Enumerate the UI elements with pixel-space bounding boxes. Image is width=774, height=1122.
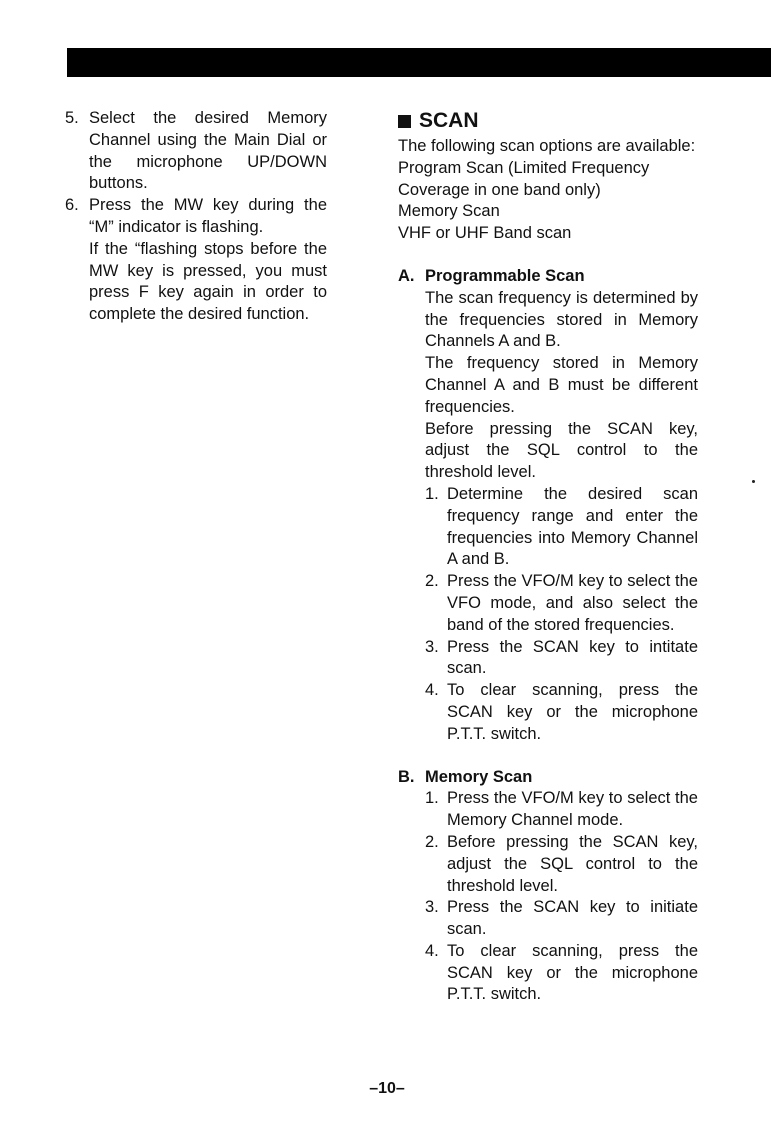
- step-text: Press the VFO/M key to select the Memory Channel mode.: [447, 789, 698, 830]
- step-number: 3.: [425, 637, 439, 656]
- step-text: Press the SCAN key to initiate scan.: [447, 898, 698, 939]
- scan-intro: The following scan options are available:: [398, 137, 696, 155]
- step-text: Select the desired Memory Channel using the Main Dial or the microphone UP/DOWN buttons.: [89, 109, 327, 193]
- scan-heading: [398, 108, 698, 134]
- step-text: Determine the desired scan frequency range and enter the frequencies into Memory Channel A and B.: [447, 484, 698, 569]
- section-letter: B.: [398, 767, 415, 786]
- scan-option: VHF or UHF Band scan: [398, 224, 572, 243]
- step-number: 4.: [425, 941, 439, 960]
- right-column: [398, 108, 698, 1006]
- scan-option: Program Scan (Limited Frequency Coverage in one band only): [398, 158, 650, 199]
- step-number: 2.: [425, 572, 439, 591]
- step-6: [65, 195, 327, 239]
- step-text: Press the VFO/M key to select the VFO mode, and also select the band of the stored frequencies.: [447, 572, 698, 634]
- step-text: To clear scanning, press the SCAN key or the microphone P.T.T. switch.: [447, 941, 698, 1004]
- paragraph: Before pressing the SCAN key, adjust the SQL control to the threshold level.: [425, 419, 698, 482]
- section-b-step: [425, 897, 698, 941]
- stray-dot: [752, 480, 755, 483]
- step-text: Press the SCAN key to intitate scan.: [447, 637, 698, 678]
- left-column: [65, 108, 327, 326]
- step-number: 1.: [425, 789, 439, 808]
- section-title: Memory Scan: [425, 767, 533, 786]
- section-b-step: [425, 832, 698, 897]
- section-b-heading: [398, 767, 698, 789]
- section-b-body: [398, 788, 698, 1006]
- step-number: 4.: [425, 681, 439, 700]
- section-a-step: [425, 484, 698, 571]
- section-a-heading: [398, 266, 698, 288]
- section-a-body: [398, 288, 698, 746]
- step-5: [65, 108, 327, 195]
- step-number: 6.: [65, 196, 79, 215]
- step-number: 3.: [425, 898, 439, 917]
- step-text: Before pressing the SCAN key, adjust the SQL control to the threshold level.: [447, 832, 698, 895]
- paragraph: The scan frequency is determined by the frequencies stored in Memory Channels A and B.: [425, 288, 698, 351]
- section-b-step: [425, 788, 698, 832]
- page-number: –10–: [369, 1080, 405, 1097]
- square-bullet-icon: [398, 115, 411, 128]
- scan-option: Memory Scan: [398, 202, 500, 221]
- section-title: Programmable Scan: [425, 266, 585, 285]
- step-number: 1.: [425, 484, 439, 503]
- section-b-step: [425, 941, 698, 1006]
- section-a-step: [425, 571, 698, 636]
- section-a-step: [425, 637, 698, 681]
- step-number: 2.: [425, 832, 439, 851]
- flashing-note: If the “flashing stops before the MW key is pressed, you must press F key again in order to complete the desired function.: [89, 239, 327, 324]
- header-bar: [67, 48, 771, 77]
- paragraph: The frequency stored in Memory Channel A and B must be different frequencies.: [425, 354, 698, 416]
- section-letter: A.: [398, 266, 415, 285]
- scan-title: SCAN: [419, 109, 479, 132]
- step-text: To clear scanning, press the SCAN key or the microphone P.T.T. switch.: [447, 681, 698, 743]
- step-number: 5.: [65, 109, 79, 127]
- section-a-step: [425, 680, 698, 745]
- step-text: Press the MW key during the “M” indicator is flashing.: [89, 196, 327, 236]
